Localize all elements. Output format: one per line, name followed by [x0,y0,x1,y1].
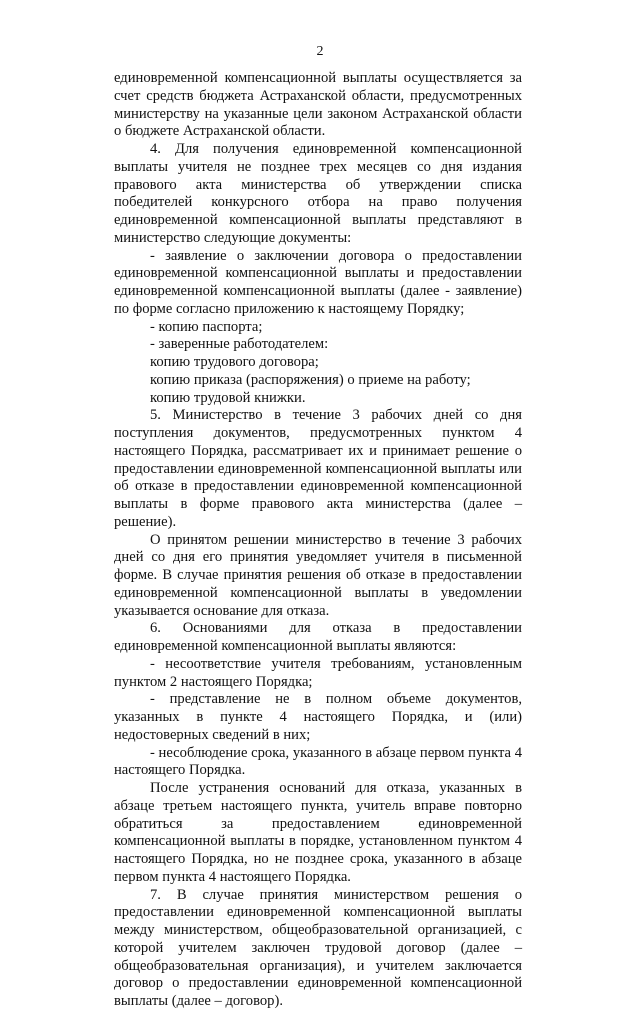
paragraph: 6. Основаниями для отказа в предоставлении единовременной компенсационной выплаты являются: [114,620,522,654]
list-item: копию трудового договора; [150,354,319,370]
paragraph: единовременной компенсационной выплаты осуществляется за счет средств бюджета Астраханской области, предусмотренных министерству на указанные цели законом Астраханской области о бюджете Астраханской области. [114,70,522,140]
paragraph: О принятом решении министерство в течение 3 рабочих дней со дня его принятия уведомляет учителя в письменной форме. В случае принятия решения об отказе в предоставлении единовременной компенсационной выплаты в уведомлении указывается основание для отказа. [114,531,522,619]
paragraph: - несоблюдение срока, указанного в абзаце первом пункта 4 настоящего Порядка. [114,744,522,779]
document-body [114,70,522,1011]
paragraph: - представление не в полном объеме документов, указанных в пункте 4 настоящего Порядка, и (или) недостоверных сведений в них; [114,691,522,743]
paragraph: - заявление о заключении договора о предоставлении единовременной компенсационной выплаты и предоставлении единовременной компенсационной выплаты (далее - заявление) по форме согласно приложению к настоящему Порядку; [114,247,522,317]
paragraph: 5. Министерство в течение 3 рабочих дней со дня поступления документов, предусмотренных пунктом 4 настоящего Порядка, рассматривает их и принимает решение о предоставлении единовременной компенсационной выплаты или об отказе в предоставлении единовременной компенсационной выплаты в форме правового акта министерства (далее – решение). [114,407,522,530]
list-item: - заверенные работодателем: [150,336,329,353]
list-item: копию трудовой книжки. [150,389,306,406]
paragraph: 7. В случае принятия министерством решения о предоставлении единовременной компенсационной выплаты между министерством, общеобразовательной организацией, с которой учителем заключен трудовой договор (далее – общеобразовательная организация), и учителем заключается договор о предоставлении единовременной компенсационной выплаты (далее – договор). [114,886,522,1009]
list-item: копию приказа (распоряжения) о приеме на работу; [150,371,471,388]
page-number: 2 [316,44,324,59]
paragraph: - несоответствие учителя требованиям, установленным пунктом 2 настоящего Порядка; [114,655,522,690]
list-item: - копию паспорта; [150,318,263,335]
paragraph: После устранения оснований для отказа, указанных в абзаце третьем настоящего пункта, учитель вправе повторно обратиться за предоставлением единовременной компенсационной выплаты в порядке, установленном пунктом 4 настоящего Порядка, но не позднее срока, указанного в абзаце первом пункта 4 настоящего Порядка. [114,780,522,885]
paragraph: 4. Для получения единовременной компенсационной выплаты учителя не позднее трех месяцев со дня издания правового акта министерства об утверждении списка победителей конкурсного отбора на право получения единовременной компенсационной выплаты представляют в министерство следующие документы: [114,141,522,246]
